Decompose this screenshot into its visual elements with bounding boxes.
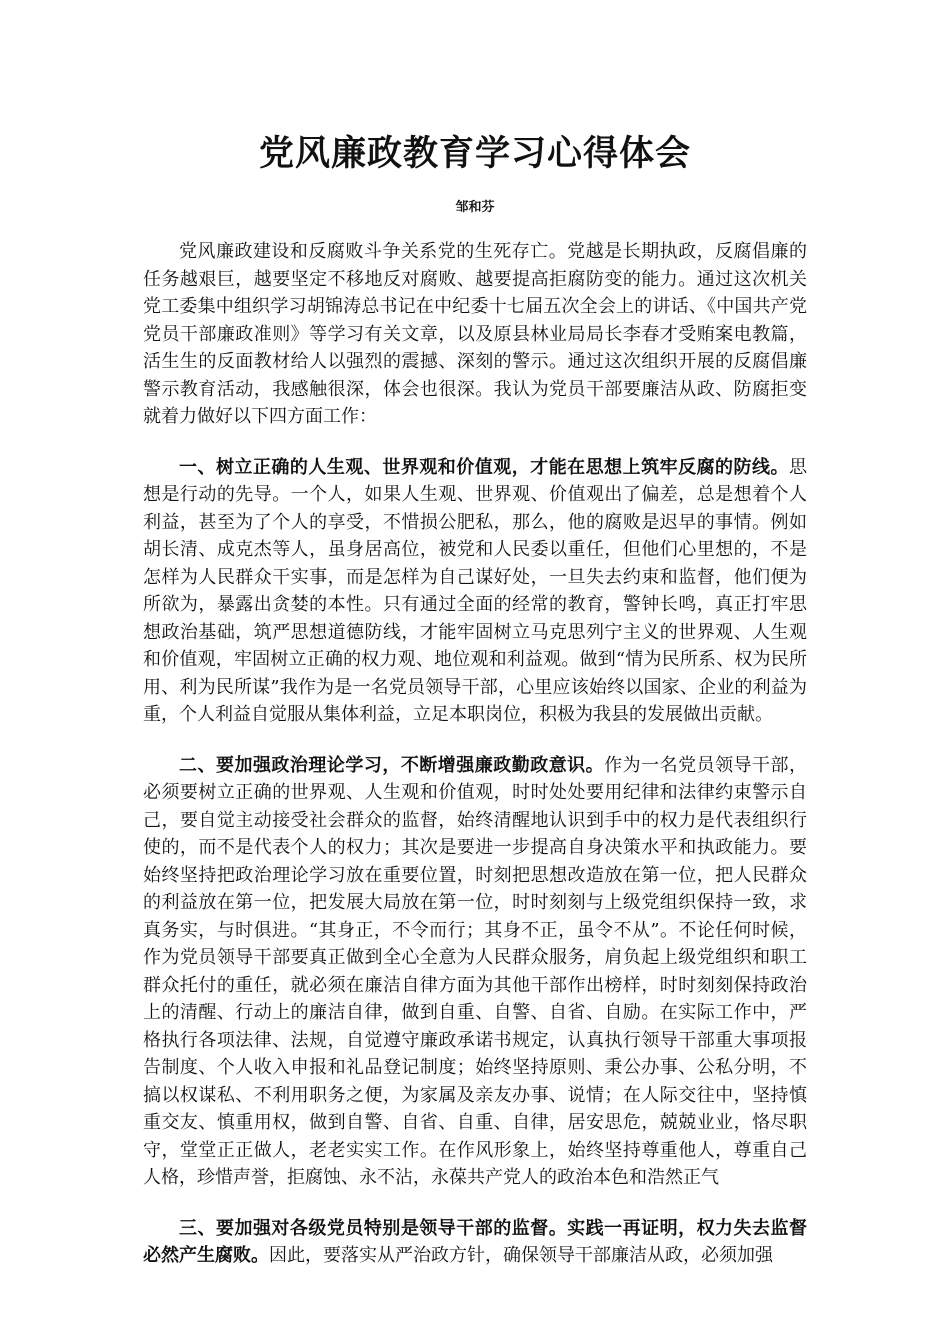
- document-page: [143, 0, 807, 1270]
- section-3-body: 因此，要落实从严治政方针，确保领导干部廉洁从政，必须加强: [269, 1245, 773, 1266]
- author-name: 邹和芬: [455, 200, 495, 215]
- section-2-paragraph: [143, 752, 807, 1192]
- document-title: 党风廉政教育学习心得体会: [258, 133, 691, 174]
- section-3-heading: 三、要加强对各级党员特别是领导干部的监督。实践一再证明，权力失去监督必然产生腐败。: [143, 1217, 807, 1266]
- section-1-body: 思想是行动的先导。一个人，如果人生观、世界观、价值观出了偏差，总是想着个人利益，甚至为了个人的享受，不惜损公肥私，那么，他的腐败是迟早的事情。例如胡长清、成克杰等人，虽身居高位，被党和人民委以重任，但他们心里想的，不是怎样为人民群众干实事，而是怎样为自己谋好处，一旦失去约束和监督，他们便为所欲为，暴露出贪婪的本性。只有通过全面的经常的教育，警钟长鸣，真正打牢思想政治基础，筑严思想道德防线，才能牢固树立马克思列宁主义的世界观、人生观和价值观，牢固树立正确的权力观、地位观和利益观。做到“情为民所系、权为民所用、利为民所谋”我作为是一名党员领导干部，心里应该始终以国家、企业的利益为重，个人利益自觉服从集体利益，立足本职岗位，积极为我县的发展做出贡献。: [143, 456, 807, 725]
- section-1-paragraph: [143, 454, 807, 729]
- section-3-paragraph: [143, 1215, 807, 1270]
- section-2-body: 作为一名党员领导干部，必须要树立正确的世界观、人生观和价值观，时时处处要用纪律和法律约束警示自己，要自觉主动接受社会群众的监督，始终清醒地认识到手中的权力是代表组织行使的，而不是代表个人的权力；其次是要进一步提高自身决策水平和执政能力。要始终坚持把政治理论学习放在重要位置，时刻把思想改造放在第一位，把人民群众的利益放在第一位，把发展大局放在第一位，时时刻刻与上级党组织保持一致，求真务实，与时俱进。“其身正，不令而行；其身不正，虽令不从”。不论任何时候，作为党员领导干部要真正做到全心全意为人民群众服务，肩负起上级党组织和职工群众托付的重任，就必须在廉洁自律方面为其他干部作出榜样，时时刻刻保持政治上的清醒、行动上的廉洁自律，做到自重、自警、自省、自励。在实际工作中，严格执行各项法律、法规，自觉遵守廉政承诺书规定，认真执行领导干部重大事项报告制度、个人收入申报和礼品登记制度；始终坚持原则、秉公办事、公私分明，不搞以权谋私、不利用职务之便，为家属及亲友办事、说情；在人际交往中，坚持慎重交友、慎重用权，做到自警、自省、自重、自律，居安思危，兢兢业业，恪尽职守，堂堂正正做人，老老实实工作。在作风形象上，始终坚持尊重他人，尊重自己人格，珍惜声誉，拒腐蚀、永不沾，永葆共产党人的政治本色和浩然正气: [143, 754, 808, 1188]
- intro-paragraph: 党风廉政建设和反腐败斗争关系党的生死存亡。党越是长期执政，反腐倡廉的任务越艰巨，越要坚定不移地反对腐败、越要提高拒腐防变的能力。通过这次机关党工委集中组织学习胡锦涛总书记在中纪委十七届五次全会上的讲话、《中国共产党党员干部廉政准则》等学习有关文章，以及原县林业局局长李春才受贿案电教篇，活生生的反面教材给人以强烈的震撼、深刻的警示。通过这次组织开展的反腐倡廉警示教育活动，我感触很深，体会也很深。我认为党员干部要廉洁从政、防腐拒变就着力做好以下四方面工作：: [143, 241, 807, 427]
- section-2-heading: 二、要加强政治理论学习，不断增强廉政勤政意识。: [179, 754, 605, 776]
- section-1-heading: 一、树立正确的人生观、世界观和价值观，才能在思想上筑牢反腐的防线。: [179, 456, 789, 478]
